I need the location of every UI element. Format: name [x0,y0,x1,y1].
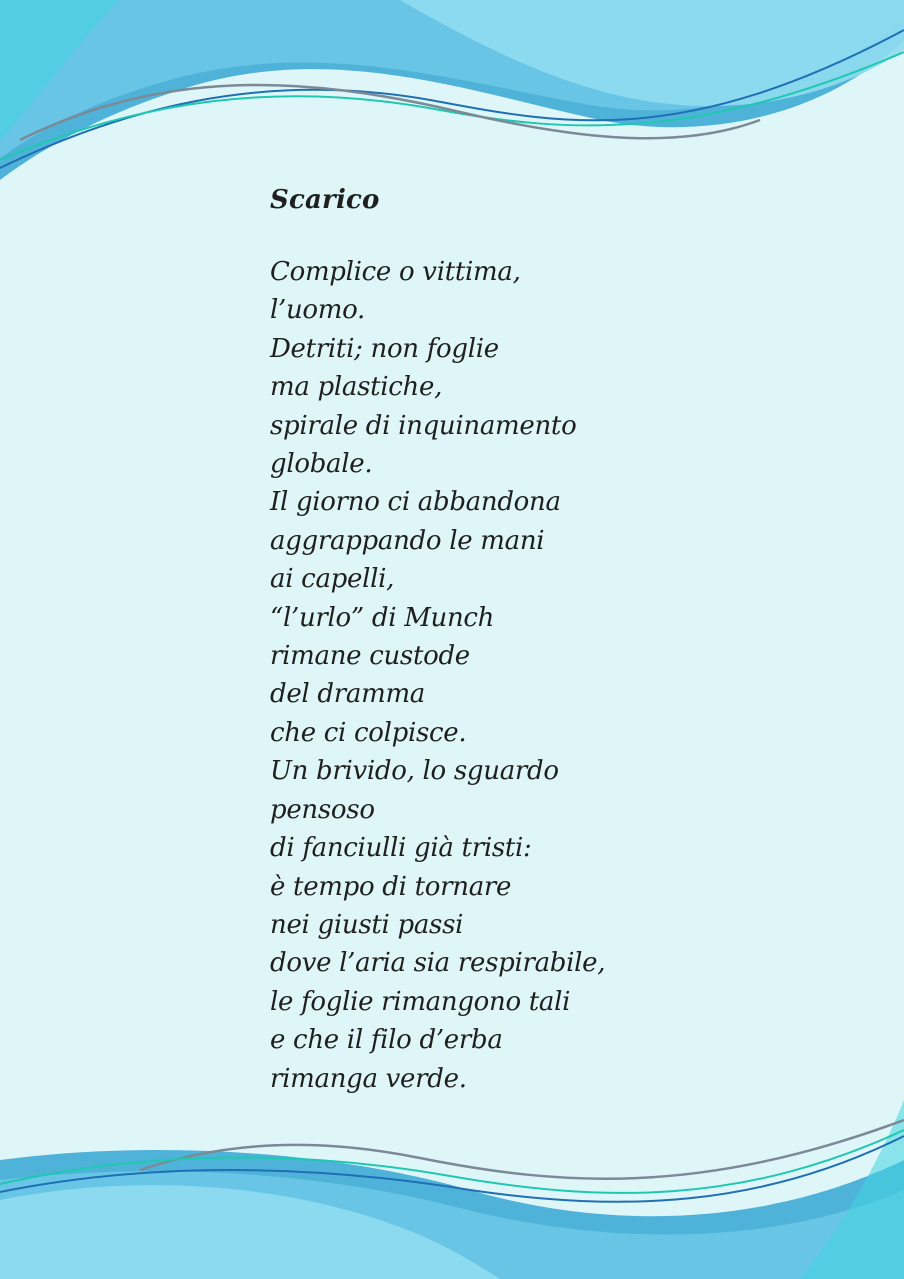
poem-line: l’uomo. [270,295,365,326]
poem-line: è tempo di tornare [270,871,512,902]
poem-line: del dramma [270,679,425,710]
poem-line: dove l’aria sia respirabile, [270,948,606,979]
poem-line: Il giorno ci abbandona [270,487,561,518]
poem-line: aggrappando le mani [270,525,545,556]
poem-line: che ci colpisce. [270,717,467,748]
bottom-wave-decoration [0,1080,904,1279]
poem-line: di fanciulli già tristi: [270,833,532,864]
poem-line: ma plastiche, [270,372,443,403]
top-wave-decoration [0,0,904,200]
poem-line: globale. [270,449,373,480]
poem-line: nei giusti passi [270,909,464,940]
poem-line: ai capelli, [270,564,395,595]
poem-line: rimanga verde. [270,1063,467,1094]
poem-line: spirale di inquinamento [270,410,577,441]
poem-title: Scarico [270,185,380,215]
poem-line: “l’urlo” di Munch [270,602,495,633]
poem-line: Complice o vittima, [270,257,521,287]
poem-line: Detriti; non foglie [270,333,499,364]
poem-line: pensoso [270,794,375,825]
poem-line: le foglie rimangono tali [270,986,571,1017]
poem-lines [270,253,790,1098]
poem-line: Un brivido, lo sguardo [270,756,559,787]
poem-line: e che il filo d’erba [270,1025,503,1056]
poem-line: rimane custode [270,641,470,672]
poem-container [270,181,790,1098]
